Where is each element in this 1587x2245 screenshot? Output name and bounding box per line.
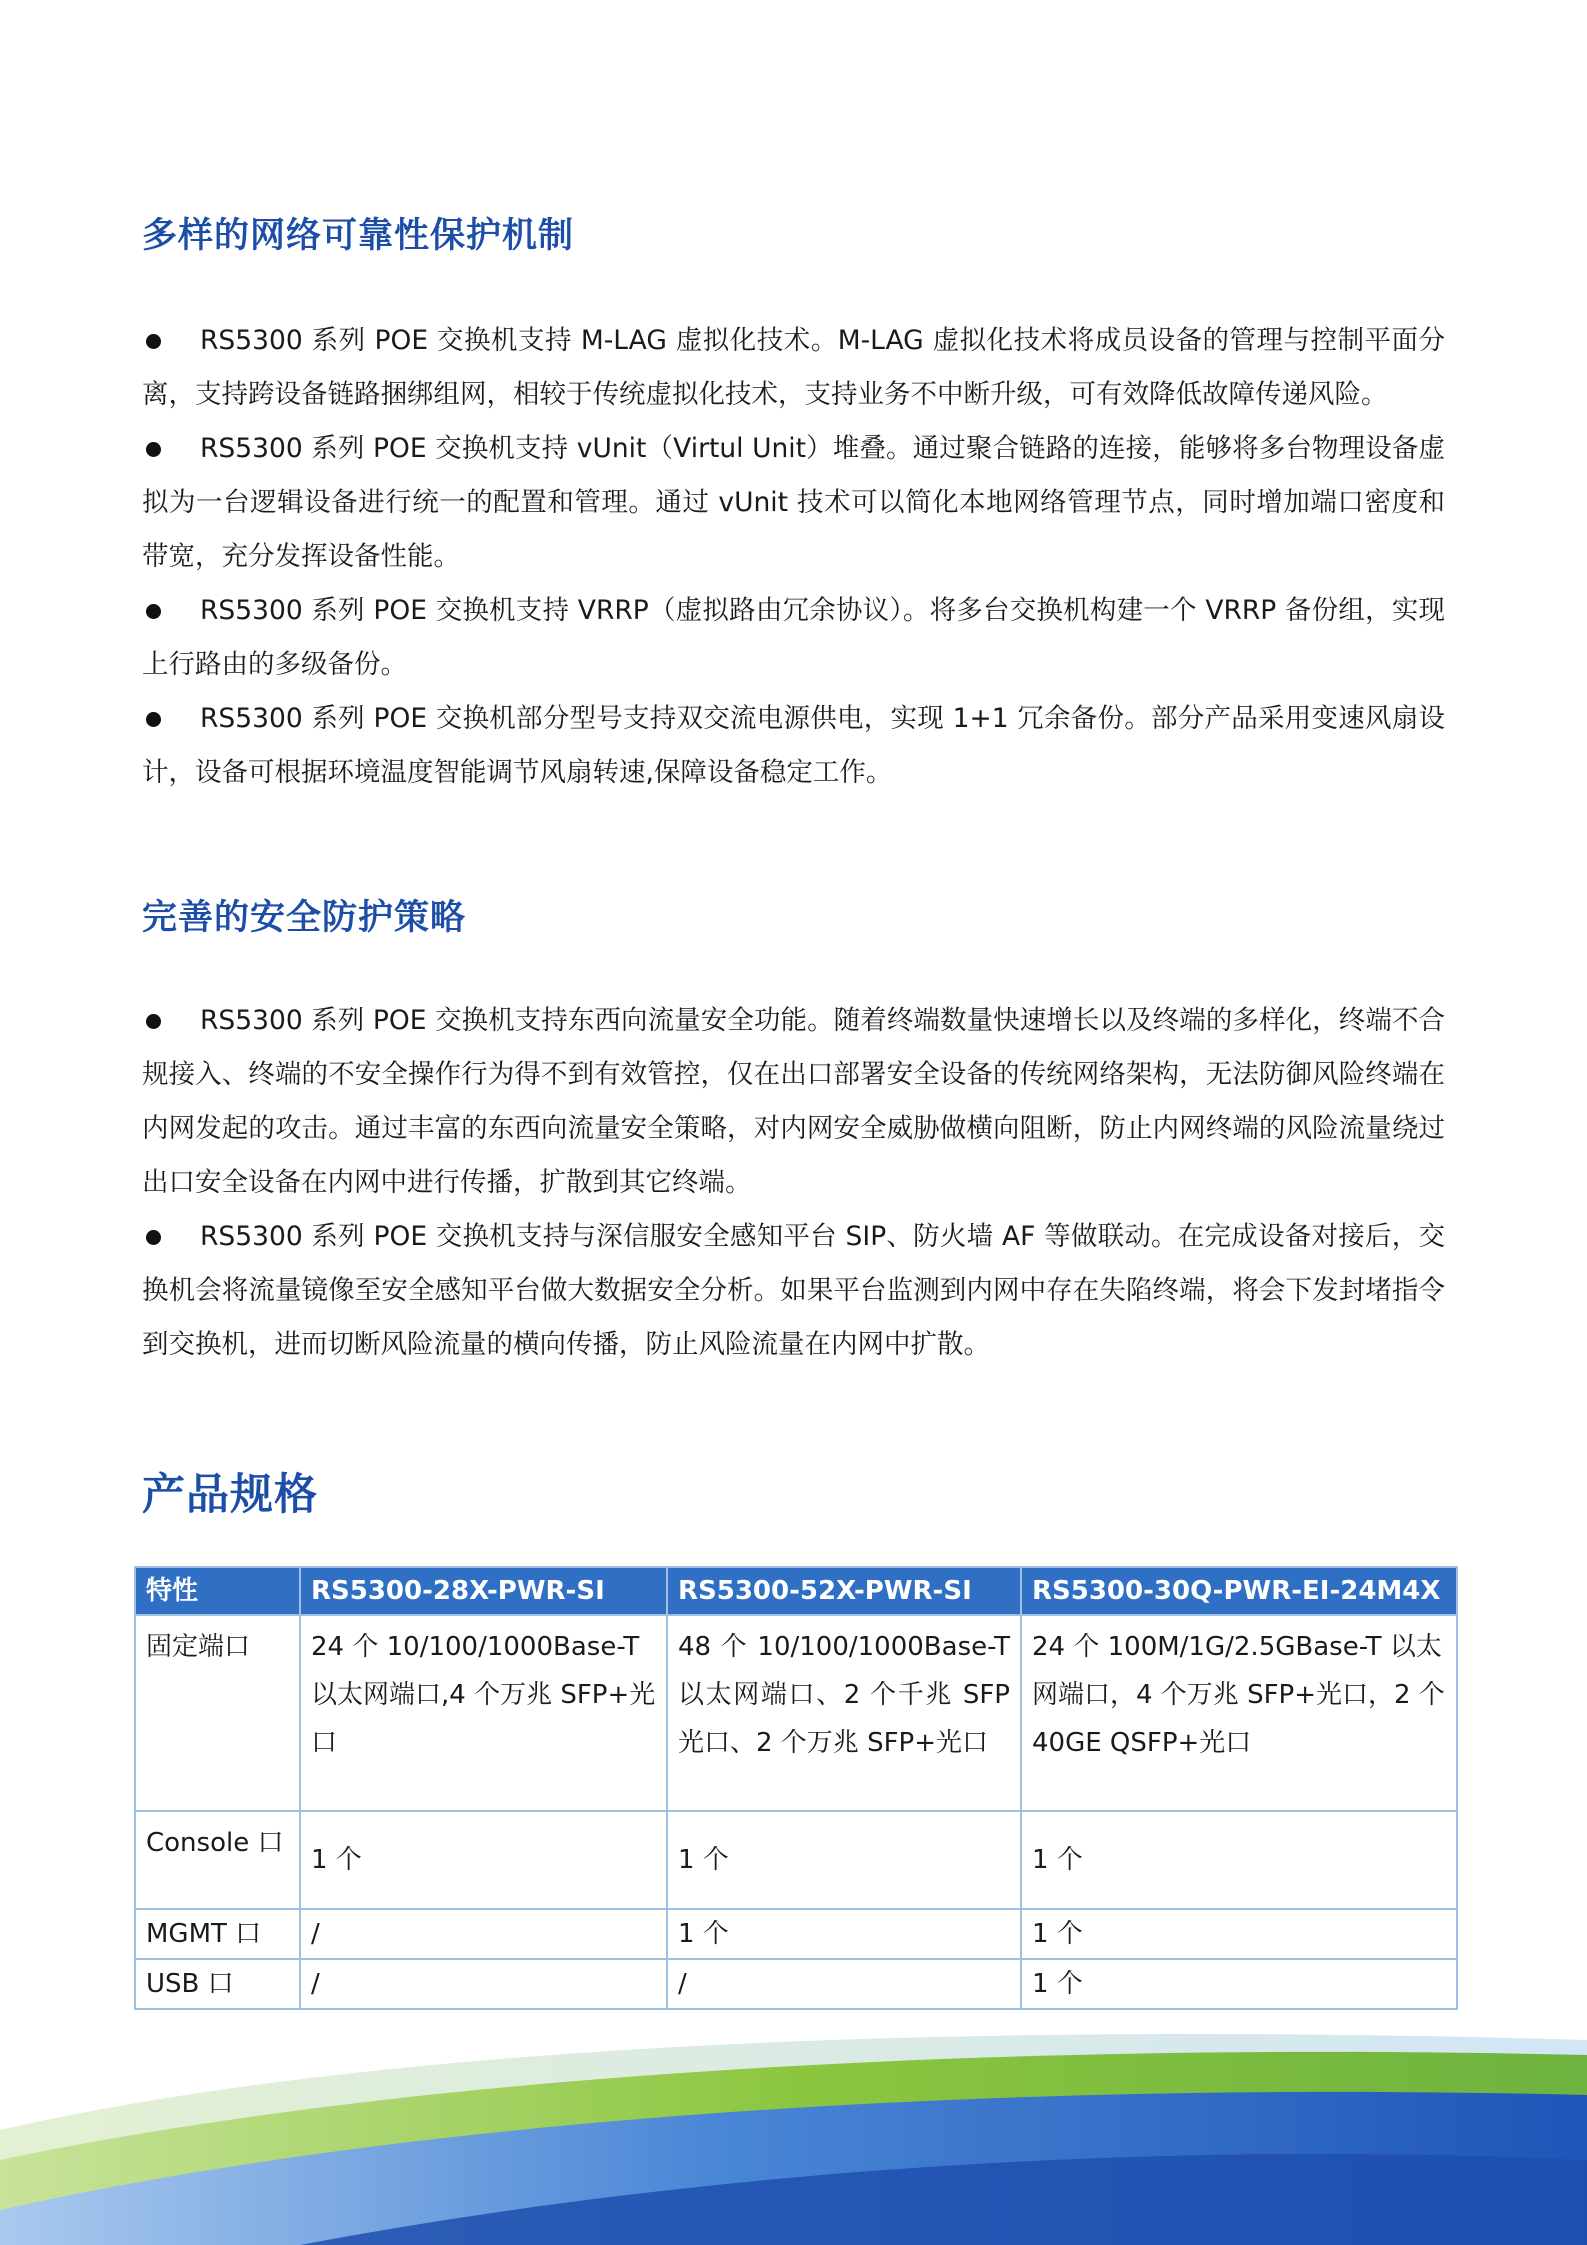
bullet-text: RS5300 系列 POE 交换机部分型号支持双交流电源供电，实现 1+1 冗余备份。部分产品采用变速风扇设计，设备可根据环境温度智能调节风扇转速,保障设备稳定工作。 [142, 703, 1445, 788]
list-item [142, 1210, 1445, 1372]
table-cell: 1 个 [667, 1909, 1021, 1959]
table-cell-feature: 固定端口 [135, 1615, 300, 1811]
table-cell: 1 个 [1021, 1909, 1457, 1959]
bullet-dot-icon [146, 334, 161, 349]
table-header-cell: RS5300-28X-PWR-SI [300, 1567, 667, 1615]
table-cell: 24 个 100M/1G/2.5GBase-T 以太网端口，4 个万兆 SFP+光口，2 个 40GE QSFP+光口 [1021, 1615, 1457, 1811]
bullet-text: RS5300 系列 POE 交换机支持 VRRP（虚拟路由冗余协议）。将多台交换机构建一个 VRRP 备份组，实现上行路由的多级备份。 [142, 595, 1445, 680]
table-row [135, 1615, 1457, 1811]
bullet-text: RS5300 系列 POE 交换机支持 M-LAG 虚拟化技术。M-LAG 虚拟化技术将成员设备的管理与控制平面分离，支持跨设备链路捆绑组网，相较于传统虚拟化技术，支持业务不中断升级，可有效降低故障传递风险。 [142, 325, 1445, 410]
table-cell: 48 个 10/100/1000Base-T 以太网端口、2 个千兆 SFP 光口、2 个万兆 SFP+光口 [667, 1615, 1021, 1811]
bullet-dot-icon [146, 1014, 161, 1029]
reliability-bullet-list [142, 314, 1445, 800]
table-row [135, 1811, 1457, 1909]
bullet-text: RS5300 系列 POE 交换机支持 vUnit（Virtul Unit）堆叠。通过聚合链路的连接，能够将多台物理设备虚拟为一台逻辑设备进行统一的配置和管理。通过 vUnit 技术可以简化本地网络管理节点，同时增加端口密度和带宽，充分发挥设备性能。 [142, 433, 1445, 572]
list-item [142, 314, 1445, 422]
table-cell: / [300, 1909, 667, 1959]
table-cell: 24 个 10/100/1000Base-T 以太网端口,4 个万兆 SFP+光口 [300, 1615, 667, 1811]
section-title-reliability: 多样的网络可靠性保护机制 [142, 216, 575, 256]
table-cell: 1 个 [1021, 1811, 1457, 1909]
table-cell: 1 个 [300, 1811, 667, 1909]
section-title-security: 完善的安全防护策略 [142, 898, 467, 938]
table-cell: 1 个 [1021, 1959, 1457, 2009]
table-cell-feature: USB 口 [135, 1959, 300, 2009]
table-cell-feature: MGMT 口 [135, 1909, 300, 1959]
table-header-cell: 特性 [135, 1567, 300, 1615]
table-cell-feature: Console 口 [135, 1811, 300, 1909]
table-header-cell: RS5300-30Q-PWR-EI-24M4X [1021, 1567, 1457, 1615]
list-item [142, 584, 1445, 692]
bullet-text: RS5300 系列 POE 交换机支持东西向流量安全功能。随着终端数量快速增长以及终端的多样化，终端不合规接入、终端的不安全操作行为得不到有效管控，仅在出口部署安全设备的传统网络架构，无法防御风险终端在内网发起的攻击。通过丰富的东西向流量安全策略，对内网安全威胁做横向阻断，防止内网终端的风险流量绕过出口安全设备在内网中进行传播，扩散到其它终端。 [142, 1005, 1445, 1198]
table-cell: 1 个 [667, 1811, 1021, 1909]
bullet-dot-icon [146, 604, 161, 619]
security-bullet-list [142, 994, 1445, 1372]
table-row [135, 1909, 1457, 1959]
table-header-row [135, 1567, 1457, 1615]
bullet-text: RS5300 系列 POE 交换机支持与深信服安全感知平台 SIP、防火墙 AF 等做联动。在完成设备对接后，交换机会将流量镜像至安全感知平台做大数据安全分析。如果平台监测到内网中存在失陷终端，将会下发封堵指令到交换机，进而切断风险流量的横向传播，防止风险流量在内网中扩散。 [142, 1221, 1445, 1360]
bullet-dot-icon [146, 1230, 161, 1245]
spec-table [134, 1566, 1458, 2010]
table-row [135, 1959, 1457, 2009]
table-cell: / [667, 1959, 1021, 2009]
section-title-specs: 产品规格 [142, 1470, 318, 1520]
table-cell: / [300, 1959, 667, 2009]
list-item [142, 994, 1445, 1210]
bullet-dot-icon [146, 442, 161, 457]
list-item [142, 422, 1445, 584]
bullet-dot-icon [146, 712, 161, 727]
decorative-wave-footer [0, 2010, 1587, 2245]
table-header-cell: RS5300-52X-PWR-SI [667, 1567, 1021, 1615]
list-item [142, 692, 1445, 800]
